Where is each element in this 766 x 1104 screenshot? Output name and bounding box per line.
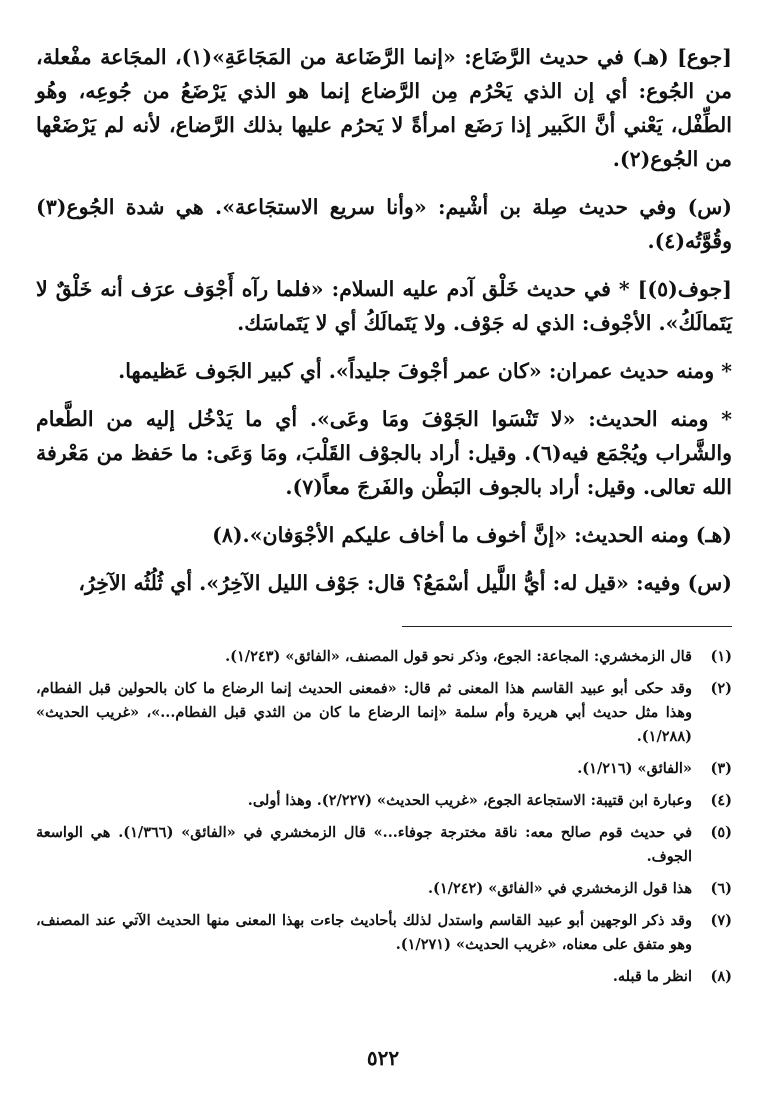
paragraph-imran: * ومنه حديث عمران: «كان عمر أجْوفَ جليداً». أي كبير الجَوف عَظيمها. [118,359,732,383]
main-text [36,40,732,600]
footnote-text: وعبارة ابن قتيبة: الاستجاعة الجوع، «غريب الحديث» (٢/٢٢٧). وهذا أولى. [247,792,692,809]
footnote [36,757,732,781]
footnote [36,909,732,957]
footnote-text: قال الزمخشري: المجاعة: الجوع، وذكر نحو قول المصنف، «الفائق» (١/٢٤٣). [225,648,692,665]
footnote [36,789,732,813]
footnote-text: «الفائق» (١/٢١٦). [577,760,692,777]
footnote-number: (١) [710,648,732,665]
footnote-text: وقد حكى أبو عبيد القاسم هذا المعنى ثم قال: «فمعنى الحديث إنما الرضاع ما كان بالحولين قبل الفطام، وهذا مثل حديث أبي هريرة وأم سلمة «إنما الرضاع ما كان من الثدي قبل الفطام...»، «غريب الحديث» (١/٢٨٨). [36,680,692,745]
footnote-text: في حديث قوم صالح معه: ناقة مخترجة جوفاء...» قال الزمخشري في «الفائق» (١/٣٦٦). هي الواسعة الجوف. [36,824,692,865]
footnote-number: (٤) [710,792,732,809]
footnote [36,877,732,901]
page-number: ٥٢٢ [366,1046,400,1070]
footnote-number: (٥) [710,824,732,841]
footnote [36,645,732,669]
footnote-number: (٣) [710,760,732,777]
footnote [36,677,732,749]
paragraph-jawf-al-layl: (س) وفيه: «قيل له: أيُّ اللَّيل أسْمَعُ؟ قال: جَوْف الليل الآخِرُ». أي ثُلُثُه الآخِرُ، [78,571,732,595]
paragraph-la-tansaw: * ومنه الحديث: «لا تَنْسَوا الجَوْفَ ومَا وعَى». أي ما يَدْخُل إليه من الطَّعام والشَّراب ويُجْمَع فيه(٦). وقيل: أراد بالجوْف القَلْبَ، ومَا وَعَى: ما حَفظ من مَعْرفة الله تعالى. وقيل: أراد بالجوف البَطْن والفَرجَ معاً(٧). [36,407,732,499]
paragraph-jawa: [جوع] (هـ) في حديث الرَّضَاع: «إنما الرَّضَاعة من المَجَاعَةِ»(١)، المجَاعة مفْعلة، من الجُوع: أي إن الذي يَحْرُم مِن الرَّضاع إنما هو الذي يَرْضَعُ من جُوعِه، وهُو الطِّفْل، يَعْني أنَّ الكَبير إذا رَضَع امرأةً لا يَحرُم عليها بذلك الرَّضاع، لأنه لم يَرْضَعْها من الجُوع(٢). [36,45,732,171]
footnote [36,821,732,869]
paragraph-istija: (س) وفي حديث صِلة بن أشْيم: «وأنا سريع الاستجَاعة». هي شدة الجُوع(٣) وقُوَّتُه(٤). [36,195,732,253]
footnote-number: (٨) [710,968,732,985]
footnotes [36,645,732,989]
footnote-number: (٢) [710,680,732,697]
footnote-text: انظر ما قبله. [612,968,692,985]
footnote-number: (٧) [710,912,732,929]
paragraph-jawf: [جوف(٥)] * في حديث خَلْق آدم عليه السلام: «فلما رآه أَجْوَف عرَف أنه خَلْقٌ لا يَتَمالَكُ». الأجْوف: الذي له جَوْف. ولا يَتَمالَكُ أي لا يَتَماسَك. [36,277,732,335]
footnote-number: (٦) [710,880,732,897]
footnote-text: وقد ذكر الوجهين أبو عبيد القاسم واستدل لذلك بأحاديث جاءت بهذا المعنى منها الحديث الآتي عند المصنف، وهو متفق على معناه، «غريب الحديث» (١/٢٧١). [36,912,692,953]
footnote-text: هذا قول الزمخشري في «الفائق» (١/٢٤٢). [427,880,692,897]
paragraph-ajwafan: (هـ) ومنه الحديث: «إنَّ أخوف ما أخاف عليكم الأجْوَفان».(٨) [212,523,732,547]
footnote [36,965,732,989]
footnote-divider [402,626,732,627]
